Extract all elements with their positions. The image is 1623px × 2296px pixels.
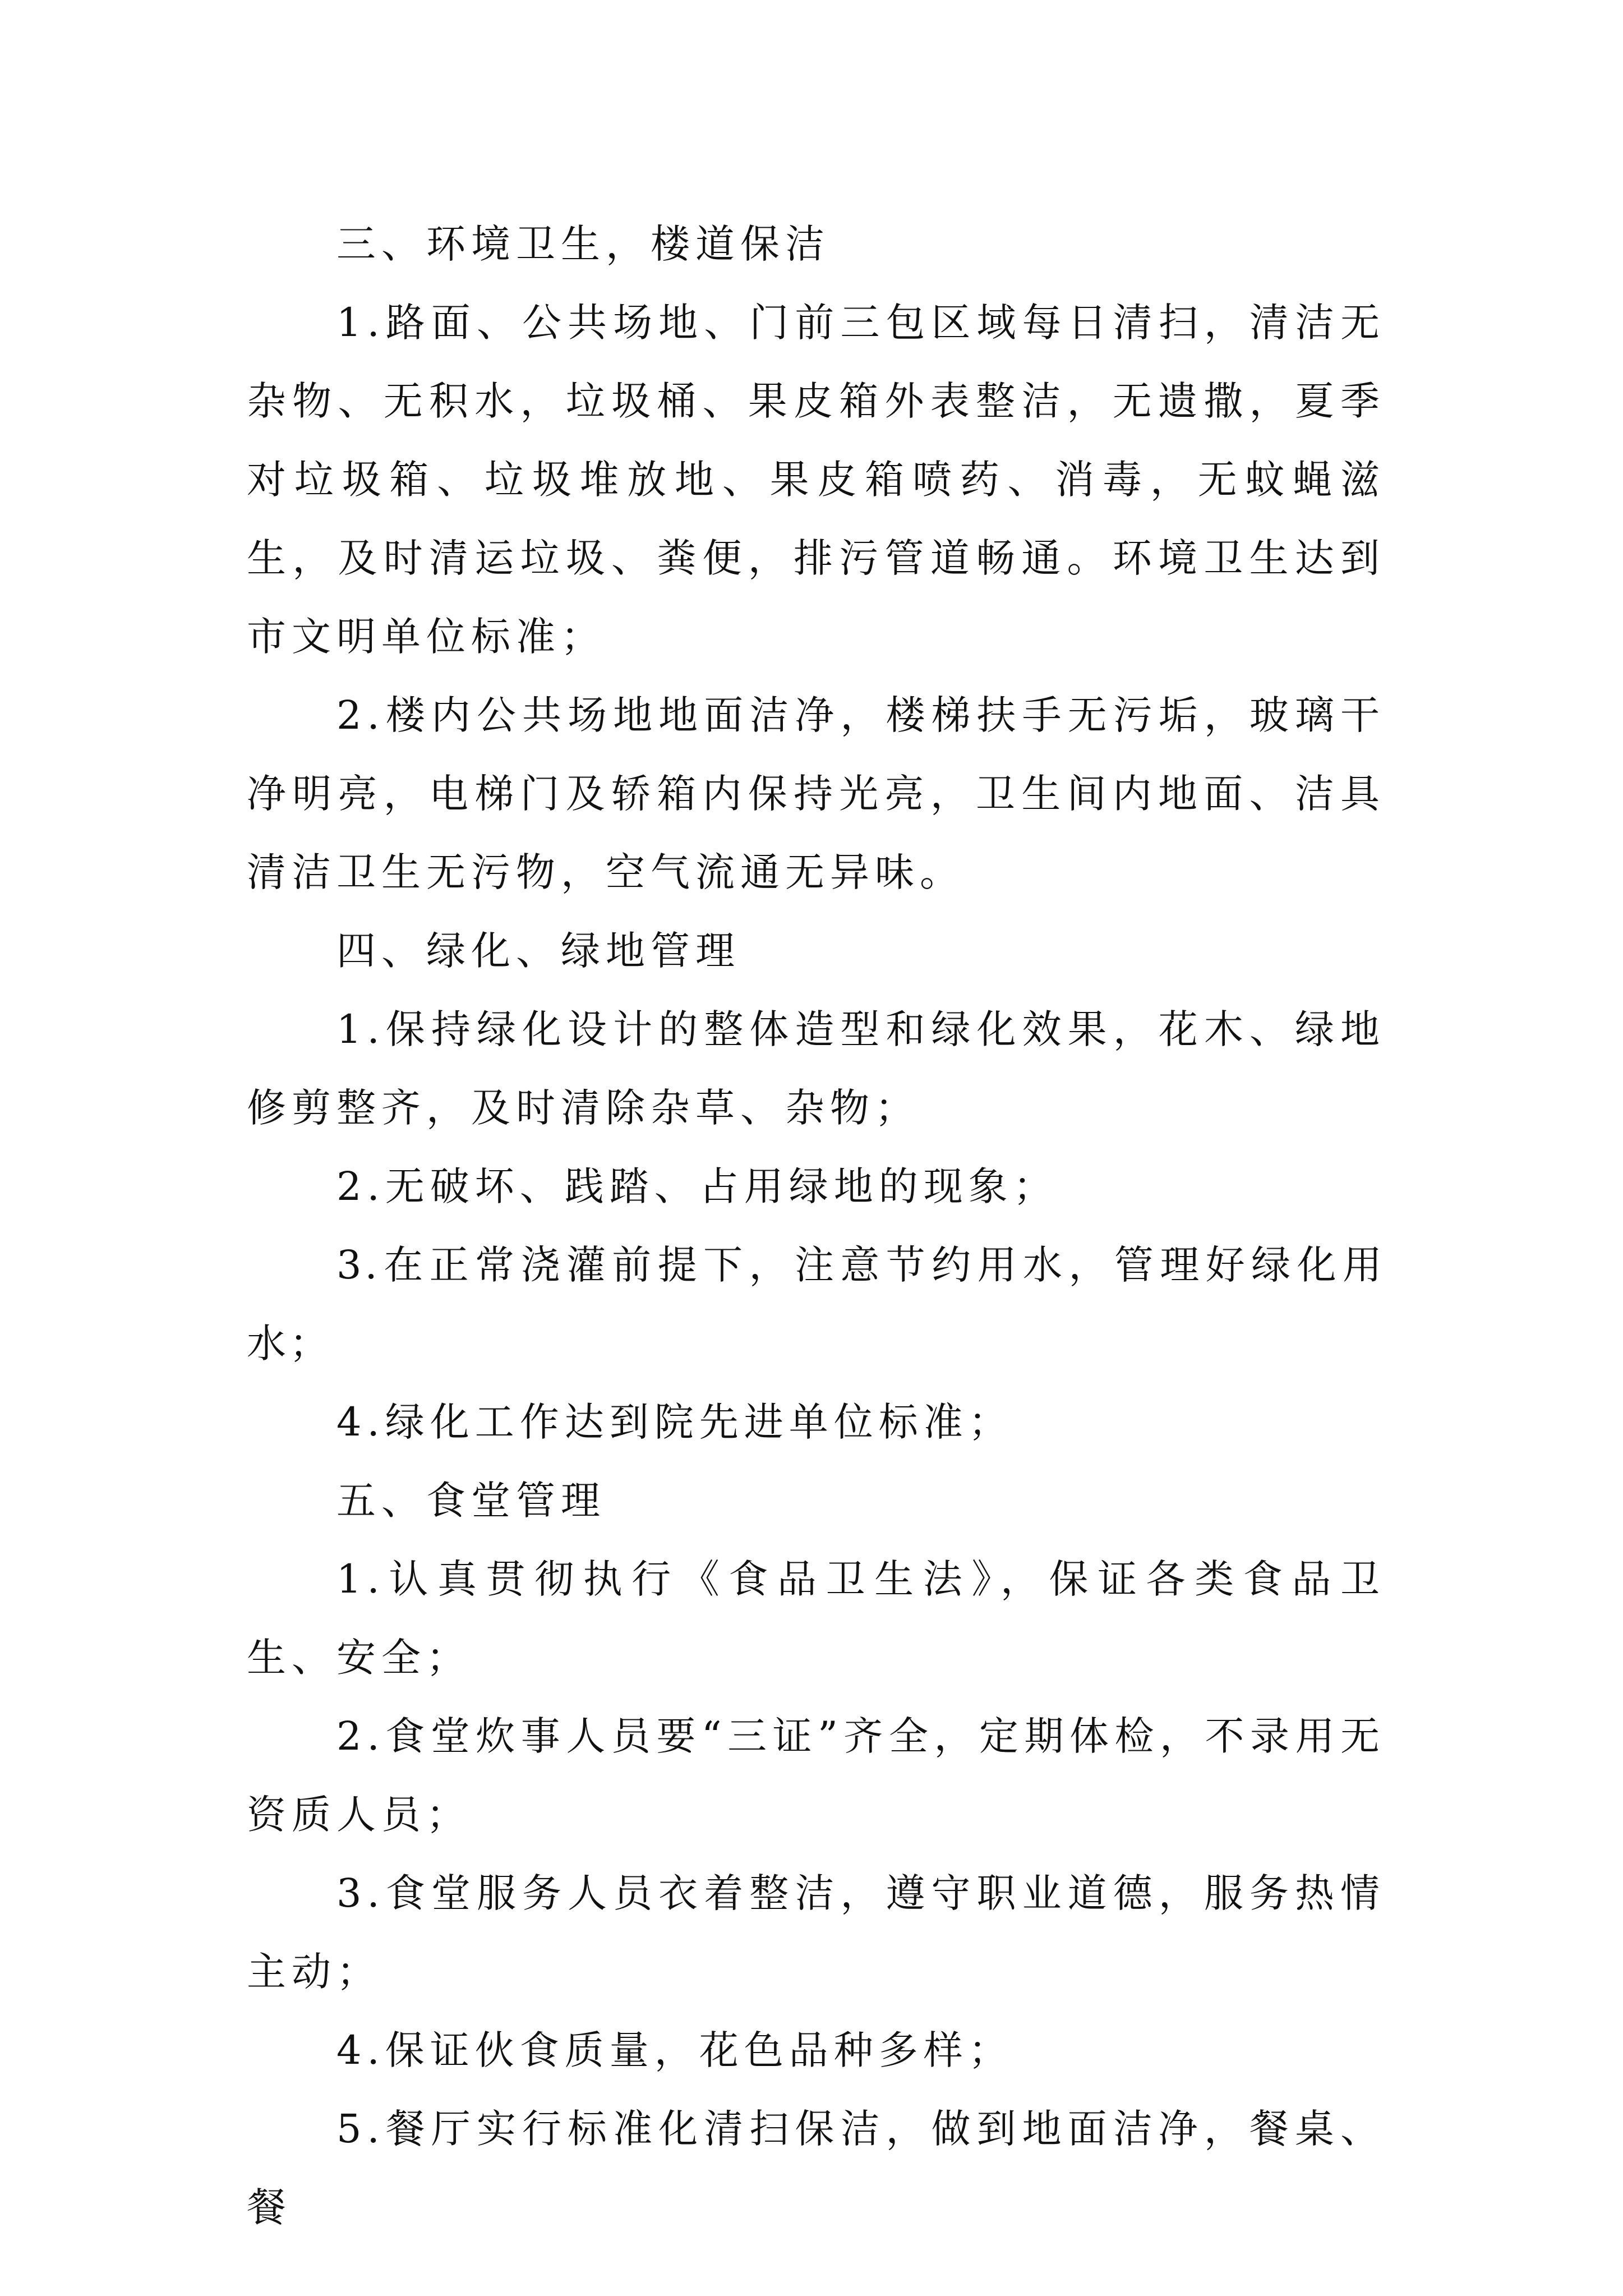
greening-item-4: 4.绿化工作达到院先进单位标准； — [336, 1399, 1013, 1445]
document-body — [247, 205, 1385, 2247]
greening-item-3: 3.在正常浇灌前提下，注意节约用水，管理好绿化用水； — [247, 1242, 1385, 1366]
section-heading-canteen: 五、食堂管理 — [336, 1478, 606, 1524]
section-heading-greening: 四、绿化、绿地管理 — [336, 928, 740, 974]
canteen-item-5: 5.餐厅实行标准化清扫保洁，做到地面洁净，餐桌、餐 — [247, 2106, 1385, 2230]
environment-item-1: 1.路面、公共场地、门前三包区域每日清扫，清洁无杂物、无积水，垃圾桶、果皮箱外表整洁，无遗撒，夏季对垃圾箱、垃圾堆放地、果皮箱喷药、消毒，无蚊蝇滋生，及时清运垃圾、粪便，排污管道畅通。环境卫生达到市文明单位标准； — [247, 300, 1385, 660]
canteen-item-4: 4.保证伙食质量，花色品种多样； — [336, 2027, 1013, 2073]
environment-item-2: 2.楼内公共场地地面洁净，楼梯扶手无污垢，玻璃干净明亮，电梯门及轿箱内保持光亮，卫生间内地面、洁具清洁卫生无污物，空气流通无异味。 — [247, 692, 1385, 895]
canteen-item-2: 2.食堂炊事人员要“三证”齐全，定期体检，不录用无资质人员； — [247, 1713, 1385, 1838]
canteen-item-3: 3.食堂服务人员衣着整洁，遵守职业道德，服务热情主动； — [247, 1870, 1385, 1995]
section-heading-environment: 三、环境卫生，楼道保洁 — [336, 221, 830, 267]
canteen-item-1: 1.认真贯彻执行《食品卫生法》，保证各类食品卫生、安全； — [247, 1556, 1385, 1681]
greening-item-2: 2.无破坏、践踏、占用绿地的现象； — [336, 1163, 1058, 1209]
greening-item-1: 1.保持绿化设计的整体造型和绿化效果，花木、绿地修剪整齐，及时清除杂草、杂物； — [247, 1006, 1385, 1131]
